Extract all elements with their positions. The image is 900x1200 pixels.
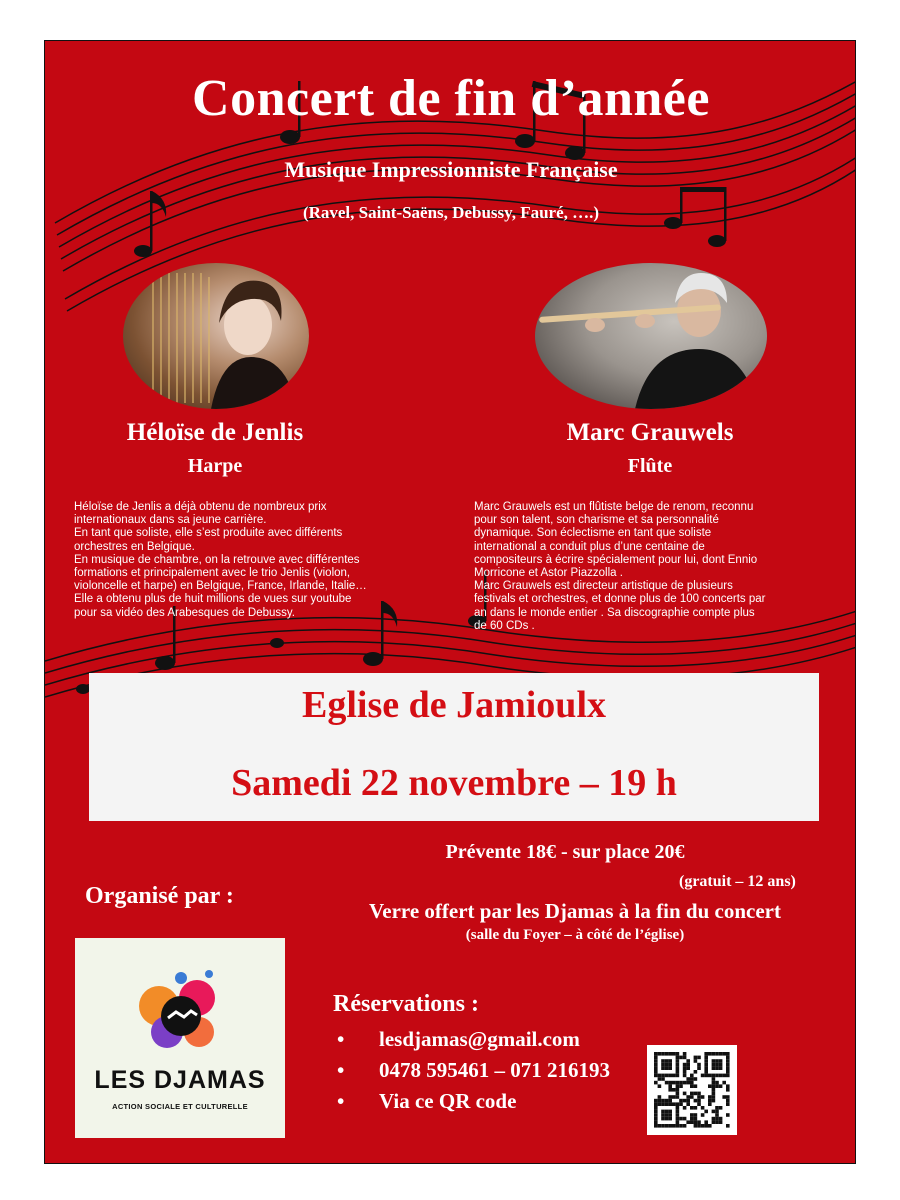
qr-module xyxy=(712,1081,716,1085)
qr-module xyxy=(690,1113,694,1117)
qr-module xyxy=(715,1084,719,1088)
qr-module xyxy=(704,1066,708,1070)
concert-poster xyxy=(44,40,856,1164)
qr-module xyxy=(654,1052,658,1056)
qr-module xyxy=(719,1059,723,1063)
qr-module xyxy=(679,1102,683,1106)
qr-module xyxy=(694,1124,698,1128)
qr-module xyxy=(686,1120,690,1124)
drink-offer: Verre offert par les Djamas à la fin du concert xyxy=(369,899,781,923)
qr-module xyxy=(661,1117,665,1121)
qr-module xyxy=(694,1099,698,1103)
qr-module xyxy=(697,1124,701,1128)
qr-module xyxy=(654,1113,658,1117)
qr-module xyxy=(661,1077,665,1081)
reservations-list xyxy=(335,1027,610,1120)
qr-module xyxy=(719,1063,723,1067)
qr-module xyxy=(690,1106,694,1110)
qr-module xyxy=(712,1092,716,1096)
qr-module xyxy=(665,1052,669,1056)
artist-name-left: Héloïse de Jenlis xyxy=(126,419,304,446)
qr-module xyxy=(668,1052,672,1056)
qr-module xyxy=(690,1081,694,1085)
reservations-title: Réservations : xyxy=(333,991,479,1017)
qr-module xyxy=(708,1124,712,1128)
reservation-email xyxy=(335,1027,610,1058)
qr-module xyxy=(697,1102,701,1106)
qr-module xyxy=(654,1063,658,1067)
qr-module xyxy=(672,1052,676,1056)
qr-module xyxy=(676,1106,680,1110)
qr-module xyxy=(658,1102,662,1106)
bullet: • xyxy=(337,1027,345,1051)
qr-module xyxy=(704,1052,708,1056)
qr-module xyxy=(708,1099,712,1103)
qr-module xyxy=(722,1095,726,1099)
drink-location: (salle du Foyer – à côté de l’église) xyxy=(465,927,685,943)
qr-module xyxy=(654,1110,658,1114)
qr-module xyxy=(665,1059,669,1063)
qr-module xyxy=(694,1077,698,1081)
qr-module xyxy=(683,1070,687,1074)
qr-module xyxy=(686,1066,690,1070)
qr-module xyxy=(654,1106,658,1110)
qr-module xyxy=(715,1120,719,1124)
qr-module xyxy=(686,1063,690,1067)
qr-module xyxy=(719,1106,723,1110)
qr-module xyxy=(679,1124,683,1128)
qr-module xyxy=(712,1066,716,1070)
qr-module xyxy=(654,1056,658,1060)
qr-module xyxy=(704,1070,708,1074)
qr-module xyxy=(654,1099,658,1103)
qr-module xyxy=(668,1063,672,1067)
qr-module xyxy=(654,1102,658,1106)
qr-module xyxy=(686,1081,690,1085)
qr-module xyxy=(654,1074,658,1078)
qr-module xyxy=(715,1066,719,1070)
qr-module xyxy=(654,1059,658,1063)
qr-module xyxy=(712,1074,716,1078)
qr-module xyxy=(704,1124,708,1128)
qr-module xyxy=(683,1063,687,1067)
qr-module xyxy=(661,1052,665,1056)
qr-module xyxy=(715,1074,719,1078)
qr-module xyxy=(701,1113,705,1117)
artist-instrument-left: Harpe xyxy=(187,455,243,477)
qr-module xyxy=(726,1095,730,1099)
event-date: Samedi 22 novembre – 19 h xyxy=(231,762,677,804)
qr-module xyxy=(712,1084,716,1088)
qr-module xyxy=(668,1117,672,1121)
qr-module xyxy=(676,1084,680,1088)
qr-module xyxy=(658,1052,662,1056)
qr-module xyxy=(665,1110,669,1114)
qr-module xyxy=(683,1081,687,1085)
qr-module xyxy=(701,1095,705,1099)
qr-module xyxy=(672,1124,676,1128)
qr-module xyxy=(726,1124,730,1128)
qr-module xyxy=(676,1113,680,1117)
qr-module xyxy=(658,1074,662,1078)
qr-module xyxy=(661,1110,665,1114)
qr-module xyxy=(694,1117,698,1121)
qr-module xyxy=(726,1074,730,1078)
qr-module xyxy=(672,1088,676,1092)
qr-module xyxy=(665,1081,669,1085)
ticket-prices: Prévente 18€ - sur place 20€ xyxy=(445,841,685,863)
qr-module xyxy=(683,1117,687,1121)
qr-module xyxy=(654,1117,658,1121)
qr-module xyxy=(726,1063,730,1067)
qr-module xyxy=(726,1056,730,1060)
qr-module xyxy=(712,1063,716,1067)
qr-module xyxy=(715,1052,719,1056)
qr-module xyxy=(672,1095,676,1099)
qr-module xyxy=(697,1095,701,1099)
qr-module xyxy=(668,1110,672,1114)
qr-code[interactable] xyxy=(647,1045,737,1135)
qr-module xyxy=(690,1092,694,1096)
qr-module xyxy=(668,1102,672,1106)
qr-module xyxy=(661,1066,665,1070)
artist-bio-left: Héloïse de Jenlis a déjà obtenu de nombreux prix internationaux dans sa jeune carrière. En tant que soliste, elle s’est produite avec différents orchestres en Belgique. En musique de chambre, on la retrouve avec différentes formations et principalement avec le trio Jenlis (violon, violoncelle et harpe) en Belgique, France, Irlande, Italie… Elle a obtenu plus de huit millions de vues sur youtube pour sa vidéo des Arabesques de Debussy. xyxy=(74,501,367,619)
qr-module xyxy=(676,1059,680,1063)
qr-module xyxy=(665,1102,669,1106)
qr-module xyxy=(676,1102,680,1106)
qr-module xyxy=(672,1074,676,1078)
harp-icon xyxy=(123,263,309,409)
qr-module xyxy=(694,1070,698,1074)
qr-module xyxy=(668,1059,672,1063)
qr-module xyxy=(686,1099,690,1103)
qr-module xyxy=(697,1099,701,1103)
venue-name: Eglise de Jamioulx xyxy=(301,684,607,726)
qr-module xyxy=(694,1120,698,1124)
qr-module xyxy=(690,1077,694,1081)
qr-module xyxy=(686,1102,690,1106)
qr-module xyxy=(712,1077,716,1081)
qr-module xyxy=(676,1095,680,1099)
qr-module xyxy=(679,1099,683,1103)
qr-module xyxy=(676,1056,680,1060)
qr-module xyxy=(701,1074,705,1078)
bullet: • xyxy=(337,1089,345,1113)
qr-module xyxy=(715,1081,719,1085)
qr-module xyxy=(665,1099,669,1103)
qr-module xyxy=(694,1092,698,1096)
qr-module xyxy=(712,1099,716,1103)
qr-module xyxy=(683,1074,687,1078)
qr-module xyxy=(668,1113,672,1117)
qr-module xyxy=(719,1052,723,1056)
qr-module xyxy=(726,1052,730,1056)
qr-module xyxy=(726,1099,730,1103)
qr-module xyxy=(676,1110,680,1114)
qr-module xyxy=(679,1056,683,1060)
qr-module xyxy=(676,1063,680,1067)
qr-module xyxy=(668,1081,672,1085)
organizer-label: Organisé par : xyxy=(85,883,234,909)
qr-module xyxy=(679,1117,683,1121)
qr-module xyxy=(715,1063,719,1067)
qr-module xyxy=(658,1084,662,1088)
qr-module xyxy=(694,1113,698,1117)
qr-module xyxy=(697,1063,701,1067)
qr-module xyxy=(694,1056,698,1060)
qr-module xyxy=(697,1066,701,1070)
qr-module xyxy=(683,1066,687,1070)
qr-module xyxy=(658,1099,662,1103)
qr-module xyxy=(726,1102,730,1106)
qr-module xyxy=(654,1124,658,1128)
qr-module xyxy=(683,1106,687,1110)
artist-bio-right: Marc Grauwels est un flûtiste belge de renom, reconnu pour son talent, son charisme et sa personnalité dynamique. Son éclectisme en tant que soliste international a conduit plus d’une centaine de compositeurs à écrire spécialement pour lui, dont Ennio Morricone et Astor Piazzolla . Marc Grauwels est directeur artistique de plusieurs festivals et orchestres, et donne plus de 100 concerts par an dans le monde entier . Sa discographie compte plus de 60 CDs . xyxy=(474,501,766,632)
qr-module xyxy=(712,1117,716,1121)
qr-module xyxy=(672,1081,676,1085)
qr-module xyxy=(676,1074,680,1078)
qr-module xyxy=(665,1124,669,1128)
qr-module xyxy=(683,1092,687,1096)
qr-module xyxy=(654,1120,658,1124)
qr-module xyxy=(665,1113,669,1117)
qr-module xyxy=(661,1059,665,1063)
qr-module xyxy=(661,1099,665,1103)
qr-module xyxy=(726,1070,730,1074)
qr-module xyxy=(697,1092,701,1096)
qr-module xyxy=(708,1074,712,1078)
qr-module xyxy=(726,1088,730,1092)
qr-module xyxy=(658,1077,662,1081)
handshake-logo-icon xyxy=(137,968,223,1060)
qr-code-icon xyxy=(647,1045,737,1135)
qr-module xyxy=(708,1095,712,1099)
qr-module xyxy=(701,1124,705,1128)
qr-module xyxy=(712,1120,716,1124)
flute-icon xyxy=(535,263,767,409)
qr-module xyxy=(704,1059,708,1063)
reservation-qr-text: Via ce QR code xyxy=(379,1089,517,1113)
qr-module xyxy=(708,1084,712,1088)
qr-module xyxy=(715,1106,719,1110)
qr-module xyxy=(676,1117,680,1121)
qr-module xyxy=(712,1095,716,1099)
qr-module xyxy=(694,1106,698,1110)
qr-module xyxy=(726,1059,730,1063)
reservation-phones xyxy=(335,1058,610,1089)
qr-module xyxy=(712,1052,716,1056)
qr-module xyxy=(690,1074,694,1078)
qr-module xyxy=(697,1120,701,1124)
qr-module xyxy=(715,1117,719,1121)
qr-module xyxy=(694,1084,698,1088)
qr-module xyxy=(683,1124,687,1128)
reservation-phones-text: 0478 595461 – 071 216193 xyxy=(379,1058,610,1082)
qr-module xyxy=(658,1095,662,1099)
qr-module xyxy=(690,1095,694,1099)
qr-module xyxy=(676,1088,680,1092)
composers-list: (Ravel, Saint-Saëns, Debussy, Fauré, ….) xyxy=(302,203,600,222)
qr-module xyxy=(686,1059,690,1063)
qr-module xyxy=(726,1113,730,1117)
logo-tagline: ACTION SOCIALE ET CULTURELLE xyxy=(112,1102,248,1111)
qr-module xyxy=(661,1102,665,1106)
qr-module xyxy=(661,1113,665,1117)
qr-module xyxy=(683,1099,687,1103)
qr-module xyxy=(690,1084,694,1088)
artist-instrument-right: Flûte xyxy=(627,455,673,477)
qr-module xyxy=(665,1063,669,1067)
venue-date-banner xyxy=(89,673,819,821)
qr-module xyxy=(683,1056,687,1060)
qr-module xyxy=(719,1066,723,1070)
qr-module xyxy=(719,1084,723,1088)
qr-module xyxy=(665,1074,669,1078)
qr-module xyxy=(658,1124,662,1128)
flutist-photo xyxy=(535,263,767,409)
harpist-photo xyxy=(123,263,309,409)
qr-module xyxy=(690,1117,694,1121)
qr-module xyxy=(719,1074,723,1078)
les-djamas-logo xyxy=(75,938,285,1138)
qr-module xyxy=(668,1124,672,1128)
qr-module xyxy=(722,1081,726,1085)
qr-module xyxy=(722,1074,726,1078)
qr-module xyxy=(704,1074,708,1078)
qr-module xyxy=(726,1066,730,1070)
qr-module xyxy=(704,1110,708,1114)
qr-module xyxy=(668,1066,672,1070)
qr-module xyxy=(676,1081,680,1085)
qr-module xyxy=(661,1124,665,1128)
qr-module xyxy=(686,1077,690,1081)
qr-module xyxy=(676,1092,680,1096)
reservation-qr xyxy=(335,1089,610,1120)
poster-title: Concert de fin d’année xyxy=(192,70,710,127)
reservation-email-text: lesdjamas@gmail.com xyxy=(379,1027,580,1051)
qr-module xyxy=(683,1052,687,1056)
qr-module xyxy=(665,1117,669,1121)
qr-module xyxy=(694,1059,698,1063)
qr-module xyxy=(686,1095,690,1099)
qr-module xyxy=(676,1120,680,1124)
qr-module xyxy=(708,1052,712,1056)
artist-name-right: Marc Grauwels xyxy=(566,419,734,446)
free-under-12-note: (gratuit – 12 ans) xyxy=(679,873,796,890)
qr-module xyxy=(712,1059,716,1063)
qr-module xyxy=(719,1120,723,1124)
qr-module xyxy=(654,1066,658,1070)
qr-module xyxy=(712,1088,716,1092)
qr-module xyxy=(722,1052,726,1056)
qr-module xyxy=(690,1120,694,1124)
qr-module xyxy=(665,1066,669,1070)
qr-module xyxy=(668,1088,672,1092)
qr-module xyxy=(676,1124,680,1128)
qr-module xyxy=(676,1052,680,1056)
qr-module xyxy=(679,1081,683,1085)
qr-module xyxy=(704,1120,708,1124)
qr-module xyxy=(654,1081,658,1085)
qr-module xyxy=(661,1063,665,1067)
poster-subtitle: Musique Impressionniste Française xyxy=(284,157,618,182)
qr-module xyxy=(676,1066,680,1070)
qr-module xyxy=(668,1099,672,1103)
qr-module xyxy=(661,1074,665,1078)
qr-module xyxy=(715,1059,719,1063)
qr-module xyxy=(715,1110,719,1114)
qr-module xyxy=(726,1084,730,1088)
qr-module xyxy=(712,1110,716,1114)
qr-module xyxy=(704,1056,708,1060)
qr-module xyxy=(654,1070,658,1074)
qr-module xyxy=(708,1102,712,1106)
qr-module xyxy=(719,1117,723,1121)
qr-module xyxy=(697,1056,701,1060)
qr-module xyxy=(704,1063,708,1067)
qr-module xyxy=(668,1084,672,1088)
qr-module xyxy=(679,1084,683,1088)
qr-module xyxy=(672,1102,676,1106)
qr-module xyxy=(676,1070,680,1074)
qr-module xyxy=(701,1106,705,1110)
qr-module xyxy=(668,1074,672,1078)
qr-module xyxy=(715,1113,719,1117)
qr-module xyxy=(668,1095,672,1099)
logo-name: LES DJAMAS xyxy=(94,1066,266,1094)
bullet: • xyxy=(337,1058,345,1082)
